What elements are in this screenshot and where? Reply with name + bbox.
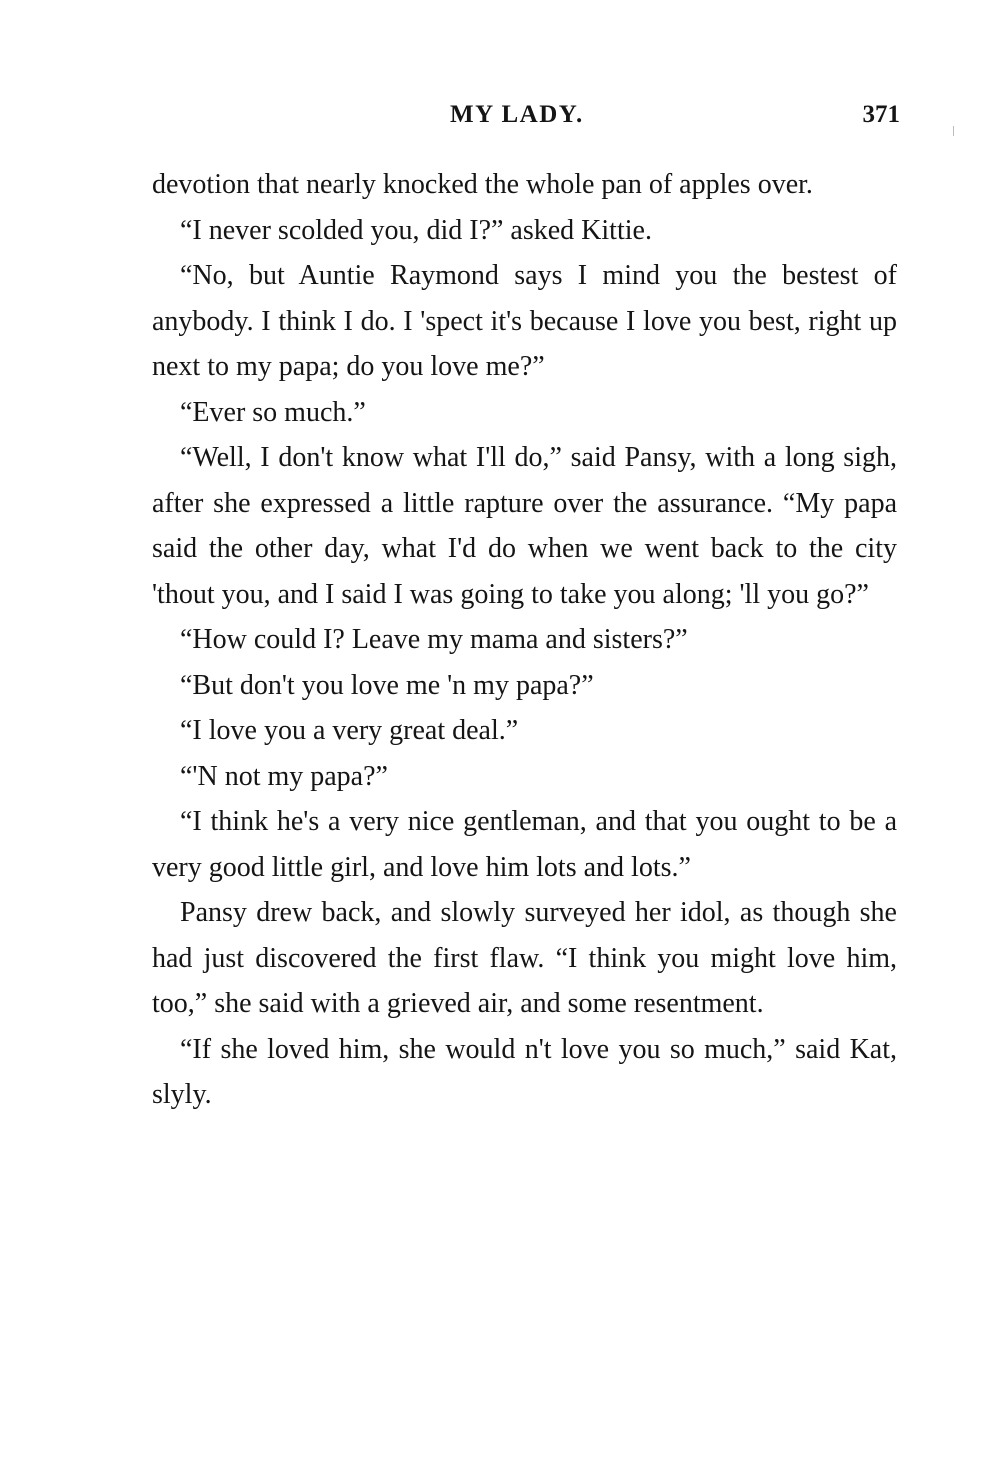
paragraph-continuation: devotion that nearly knocked the whole pan of apples over. <box>152 169 813 200</box>
paragraph: “But don't you love me 'n my papa?” <box>180 669 594 701</box>
paragraph: “If she loved him, she would n't love you so much,” said Kat, slyly. <box>152 1033 897 1110</box>
paragraph: Pansy drew back, and slowly surveyed her idol, as though she had just discovered the first flaw. “I think you might love him, too,” she said with a grieved air, and some resentment. <box>152 897 897 1019</box>
running-head-title: MY LADY. <box>450 101 584 128</box>
paragraph: “'N not my papa?” <box>180 760 388 792</box>
paragraph: “Ever so much.” <box>180 396 366 428</box>
paragraph: “I never scolded you, did I?” asked Kittie. <box>180 214 652 246</box>
body-text <box>152 162 897 1118</box>
running-head <box>150 101 900 141</box>
paragraph: “No, but Auntie Raymond says I mind you the bestest of anybody. I think I do. I 'spect it's because I love you best, right up next to my papa; do you love me?” <box>152 260 897 382</box>
paragraph: “I love you a very great deal.” <box>180 715 519 746</box>
paragraph: “Well, I don't know what I'll do,” said Pansy, with a long sigh, after she expressed a little rapture over the assurance. “My papa said the other day, what I'd do when we went back to the city 'thout you, and I said I was going to take you along; 'll you go?” <box>152 442 897 610</box>
paragraph: “How could I? Leave my mama and sisters?” <box>180 624 688 655</box>
paragraph: “I think he's a very nice gentleman, and that you ought to be a very good little girl, and love him lots and lots.” <box>152 806 897 883</box>
page-number: 371 <box>862 101 900 128</box>
margin-mark <box>953 126 954 136</box>
